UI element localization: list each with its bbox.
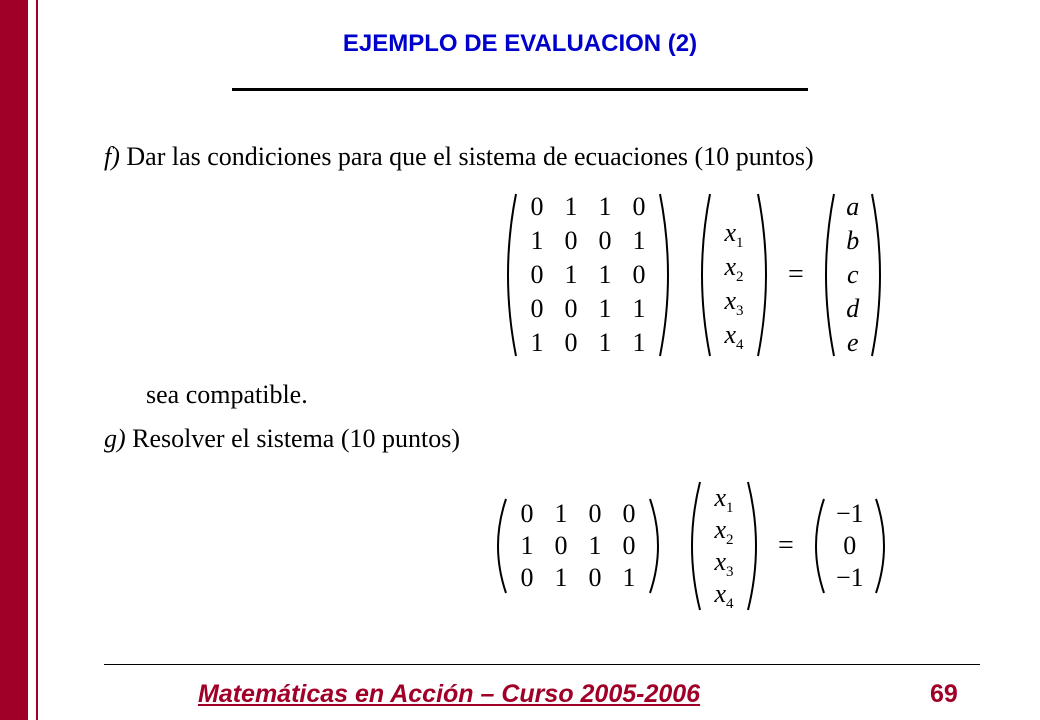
left-paren-icon [816, 190, 838, 360]
coefficient-matrix-f [520, 190, 656, 360]
rhs-entry: a [846, 192, 860, 221]
rhs-entry: −1 [835, 563, 864, 592]
matrix-cell: 0 [530, 192, 544, 221]
left-paren-icon [488, 495, 510, 597]
unknown-entry: $x_4$ [724, 319, 744, 353]
right-paren-icon [744, 478, 766, 614]
matrix-cell: 1 [632, 328, 646, 357]
unknown-entry: $x_3$ [714, 547, 734, 581]
equals-sign: = [788, 259, 804, 290]
matrix-cell: 1 [564, 260, 578, 289]
coefficient-matrix-g [510, 498, 646, 594]
left-accent-line [36, 0, 38, 720]
matrix-cell: 0 [554, 531, 568, 560]
rhs-vector-f [838, 190, 868, 360]
unknowns-vector-f [714, 199, 754, 352]
problem-f-label: f) [104, 142, 120, 171]
left-paren-icon [682, 478, 704, 614]
unknown-entry: $x_1$ [714, 483, 734, 517]
unknowns-vector-g [704, 482, 744, 613]
matrix-cell: 1 [632, 294, 646, 323]
matrix-cell: 0 [632, 260, 646, 289]
left-paren-icon [806, 495, 828, 597]
problem-g-text: Resolver el sistema (10 puntos) [132, 424, 461, 453]
unknown-entry: $x_2$ [724, 251, 744, 285]
right-paren-icon [868, 190, 890, 360]
footer-rule [104, 664, 980, 665]
unknown-entry: $x_3$ [724, 285, 744, 319]
rhs-entry: e [847, 328, 859, 357]
matrix-cell: 0 [520, 499, 534, 528]
problem-f-equation [498, 190, 890, 360]
rhs-entry: d [846, 294, 860, 323]
matrix-cell: 0 [588, 499, 602, 528]
matrix-cell: 1 [598, 192, 612, 221]
rhs-entry: −1 [835, 499, 864, 528]
matrix-cell: 0 [622, 531, 636, 560]
right-paren-icon [646, 495, 668, 597]
matrix-cell: 1 [554, 499, 568, 528]
matrix-cell: 1 [598, 294, 612, 323]
matrix-cell: 1 [530, 226, 544, 255]
footer-course-title: Matemáticas en Acción – Curso 2005-2006 [198, 680, 701, 708]
matrix-cell: 0 [588, 563, 602, 592]
matrix-cell: 0 [564, 226, 578, 255]
matrix-cell: 1 [564, 192, 578, 221]
matrix-cell: 0 [530, 260, 544, 289]
right-paren-icon [754, 190, 776, 360]
left-accent-bar [0, 0, 28, 720]
matrix-cell: 1 [598, 328, 612, 357]
matrix-cell: 1 [588, 531, 602, 560]
matrix-cell: 0 [564, 294, 578, 323]
page-number: 69 [930, 680, 958, 708]
unknown-entry: $x_4$ [714, 579, 734, 613]
right-paren-icon [656, 190, 678, 360]
matrix-cell: 1 [520, 531, 534, 560]
matrix-cell: 0 [598, 226, 612, 255]
matrix-cell: 0 [622, 499, 636, 528]
matrix-cell: 1 [554, 563, 568, 592]
problem-g-label: g) [104, 424, 126, 453]
problem-g-statement [104, 424, 460, 454]
matrix-cell: 1 [530, 328, 544, 357]
matrix-cell: 0 [632, 192, 646, 221]
matrix-cell: 0 [530, 294, 544, 323]
matrix-cell: 1 [598, 260, 612, 289]
title-underline [232, 88, 808, 91]
matrix-cell: 0 [564, 328, 578, 357]
rhs-entry: c [847, 260, 859, 289]
problem-g-equation [488, 478, 894, 614]
left-paren-icon [692, 190, 714, 360]
unknown-entry: $x_2$ [714, 515, 734, 549]
slide-title: EJEMPLO DE EVALUACION (2) [342, 30, 698, 57]
matrix-cell: 0 [520, 563, 534, 592]
problem-f-statement [104, 142, 814, 172]
right-paren-icon [872, 495, 894, 597]
matrix-cell: 1 [632, 226, 646, 255]
equals-sign: = [778, 530, 794, 561]
rhs-entry: b [846, 226, 860, 255]
problem-f-text: Dar las condiciones para que el sistema de ecuaciones (10 puntos) [126, 142, 814, 171]
left-paren-icon [498, 190, 520, 360]
matrix-cell: 1 [622, 563, 636, 592]
rhs-entry: 0 [843, 531, 857, 560]
problem-f-after-text: sea compatible. [146, 380, 308, 409]
rhs-vector-g [828, 498, 872, 594]
unknown-entry: $x_1$ [724, 217, 744, 251]
